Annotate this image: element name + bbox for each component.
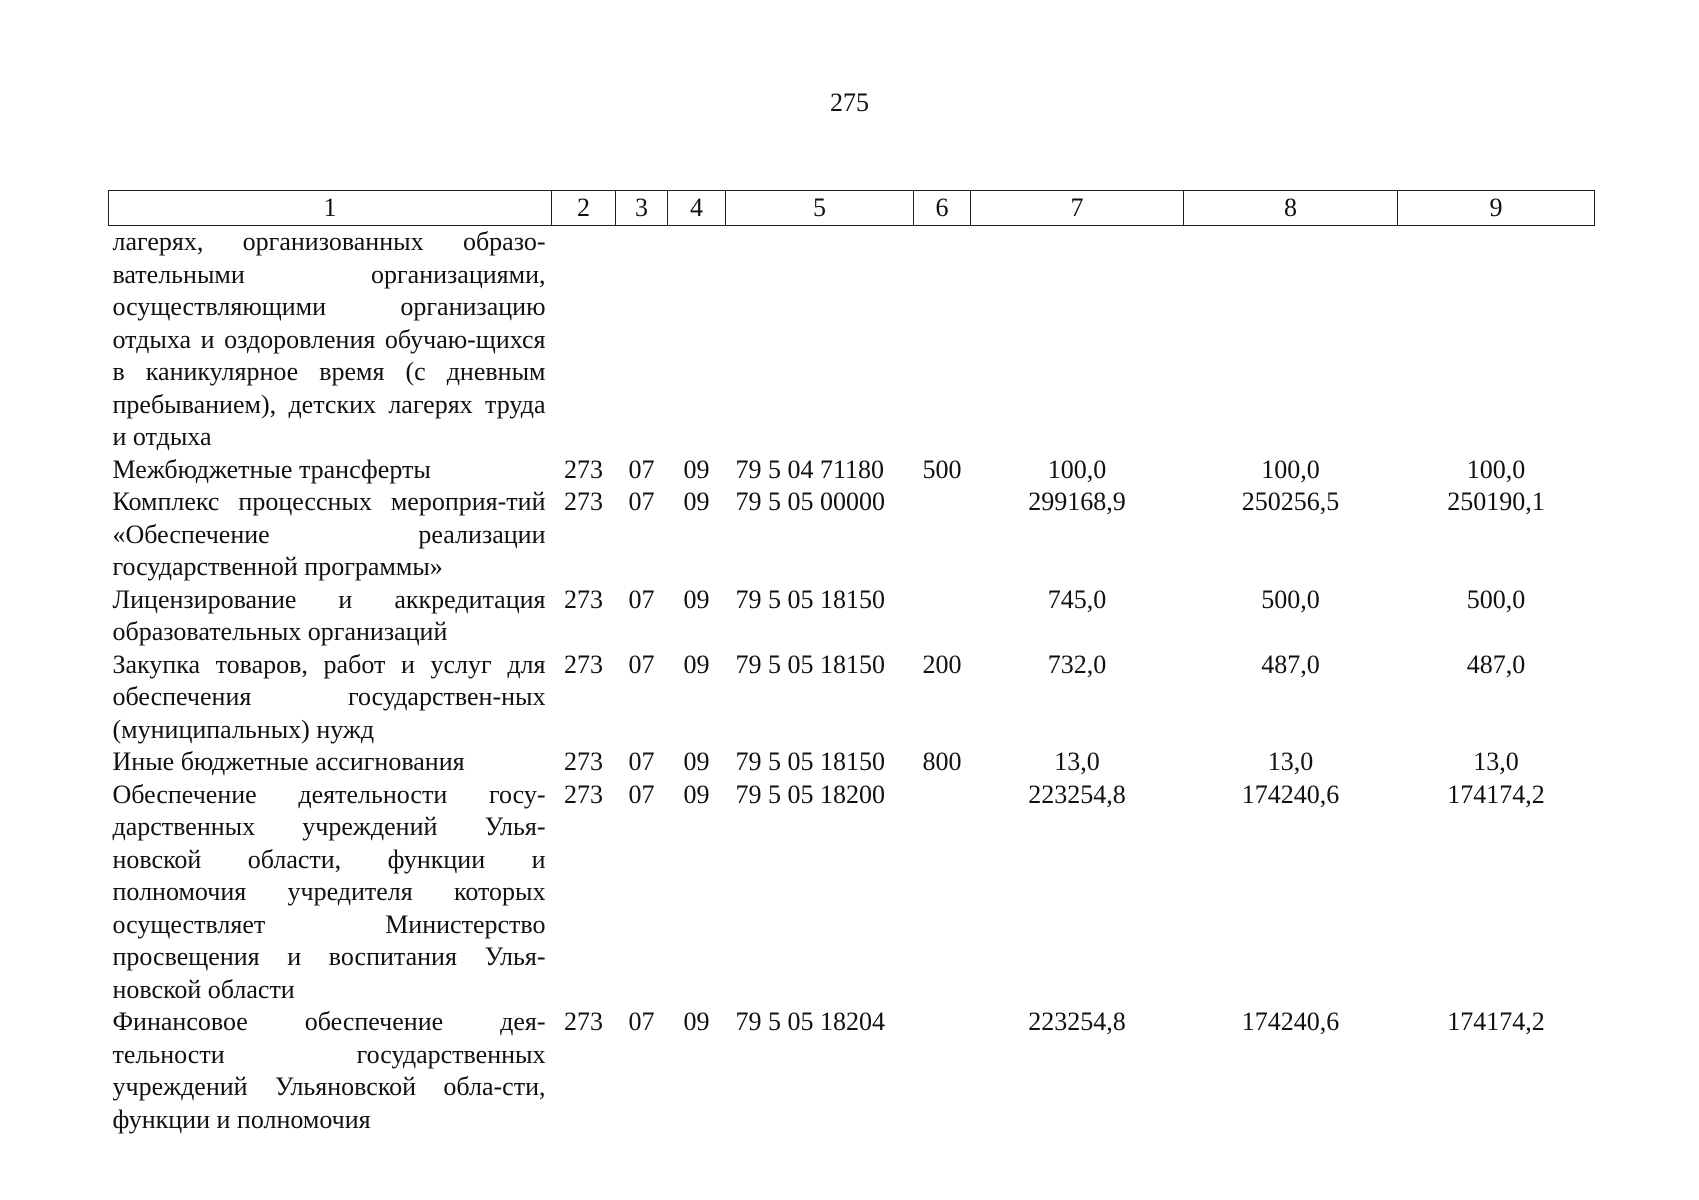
table-row <box>109 649 1595 747</box>
row-c4: 09 <box>683 1007 710 1036</box>
row-c9: 250190,1 <box>1447 487 1545 516</box>
row-c2: 273 <box>564 1007 603 1036</box>
row-c3: 07 <box>628 454 655 484</box>
row-c4 <box>668 226 726 454</box>
row-c5 <box>726 226 914 454</box>
row-name: Закупка товаров, работ и услуг для обеспечения государствен-ных (муниципальных) нужд <box>112 649 546 744</box>
row-c9 <box>1398 226 1595 454</box>
row-c6: 800 <box>922 747 962 776</box>
row-name: Межбюджетные трансферты <box>112 454 431 484</box>
row-c7: 732,0 <box>1047 649 1107 679</box>
table-row <box>109 486 1595 584</box>
row-c3: 07 <box>628 584 655 614</box>
row-c8 <box>1184 226 1398 454</box>
row-c8: 174240,6 <box>1241 779 1340 809</box>
row-c5: 79 5 05 18200 <box>735 779 885 809</box>
row-name: Финансовое обеспечение дея-тельности государственных учреждений Ульяновской обла-сти, функции и полномочия <box>112 1007 546 1134</box>
table-row <box>109 779 1595 1007</box>
row-c2: 273 <box>564 454 603 484</box>
row-c3: 07 <box>628 649 655 679</box>
row-c4: 09 <box>683 747 710 776</box>
row-c5: 79 5 05 00000 <box>735 487 885 516</box>
row-c8: 250256,5 <box>1241 487 1340 516</box>
row-c4: 09 <box>683 649 710 679</box>
row-c9: 174174,2 <box>1447 779 1545 809</box>
row-c7: 745,0 <box>1047 584 1107 614</box>
row-c2: 273 <box>564 584 603 614</box>
row-c2: 273 <box>564 779 603 809</box>
column-header-1: 1 <box>109 191 552 226</box>
row-c4: 09 <box>683 584 710 614</box>
column-header-5: 5 <box>726 191 914 226</box>
row-c6 <box>914 486 971 584</box>
row-c9: 13,0 <box>1473 747 1519 776</box>
row-c5: 79 5 05 18204 <box>735 1007 885 1036</box>
row-c7: 100,0 <box>1047 454 1107 484</box>
column-header-2: 2 <box>552 191 616 226</box>
row-c8: 100,0 <box>1261 454 1320 484</box>
column-header-3: 3 <box>616 191 668 226</box>
row-c8: 500,0 <box>1261 584 1320 614</box>
row-c7: 299168,9 <box>1028 487 1126 516</box>
row-c9: 487,0 <box>1466 649 1526 679</box>
table-row <box>109 584 1595 649</box>
row-c5: 79 5 05 18150 <box>735 649 885 679</box>
row-c5: 79 5 05 18150 <box>735 584 885 614</box>
budget-table <box>108 190 1595 1136</box>
row-c6 <box>914 226 971 454</box>
row-c3: 07 <box>628 487 655 516</box>
row-c7: 13,0 <box>1054 747 1100 776</box>
row-c3 <box>616 226 668 454</box>
row-c8: 174240,6 <box>1241 1007 1340 1036</box>
row-c4: 09 <box>683 487 710 516</box>
row-c3: 07 <box>628 747 655 776</box>
row-c6 <box>914 779 971 1007</box>
table-row <box>109 454 1595 487</box>
row-c7 <box>971 226 1184 454</box>
row-c3: 07 <box>628 1007 655 1036</box>
page-number: 275 <box>830 88 869 117</box>
row-c2: 273 <box>564 487 603 516</box>
row-c6: 500 <box>922 454 962 484</box>
row-name: Обеспечение деятельности госу-дарственных учреждений Улья-новской области, функции и полномочия учредителя которых осуществляет Министерство просвещения и воспитания Улья-новской области <box>112 779 546 1004</box>
column-header-9: 9 <box>1398 191 1595 226</box>
column-header-4: 4 <box>668 191 726 226</box>
table-row <box>109 1006 1595 1136</box>
row-c4: 09 <box>683 454 710 484</box>
row-c5: 79 5 04 71180 <box>735 454 885 484</box>
row-c8: 487,0 <box>1261 649 1320 679</box>
row-c2: 273 <box>564 747 603 776</box>
row-name: Комплекс процессных мероприя-тий «Обеспечение реализации государственной программы» <box>112 487 546 581</box>
column-header-6: 6 <box>914 191 971 226</box>
row-c8: 13,0 <box>1267 747 1314 776</box>
row-c9: 500,0 <box>1466 584 1526 614</box>
row-c4: 09 <box>683 779 710 809</box>
table-row <box>109 226 1595 454</box>
row-c6 <box>914 1006 971 1136</box>
row-name: Иные бюджетные ассигнования <box>112 747 465 776</box>
row-c9: 174174,2 <box>1447 1007 1545 1036</box>
row-c9: 100,0 <box>1466 454 1526 484</box>
row-name: Лицензирование и аккредитация образовательных организаций <box>112 584 546 646</box>
table-header-row <box>109 191 1595 226</box>
row-name: лагерях, организованных образо-вательными организациями, осуществляющими организацию отдыха и оздоровления обучаю-щихся в каникулярное время (с дневным пребыванием), детских лагерях труда и отдыха <box>112 227 546 451</box>
row-c3: 07 <box>628 779 655 809</box>
row-c6 <box>914 584 971 649</box>
row-c6: 200 <box>922 649 962 679</box>
row-c5: 79 5 05 18150 <box>735 747 885 776</box>
row-c2: 273 <box>564 649 603 679</box>
row-c2 <box>552 226 616 454</box>
column-header-8: 8 <box>1184 191 1398 226</box>
table-row <box>109 746 1595 779</box>
row-c7: 223254,8 <box>1028 779 1126 809</box>
column-header-7: 7 <box>971 191 1184 226</box>
row-c7: 223254,8 <box>1028 1007 1126 1036</box>
